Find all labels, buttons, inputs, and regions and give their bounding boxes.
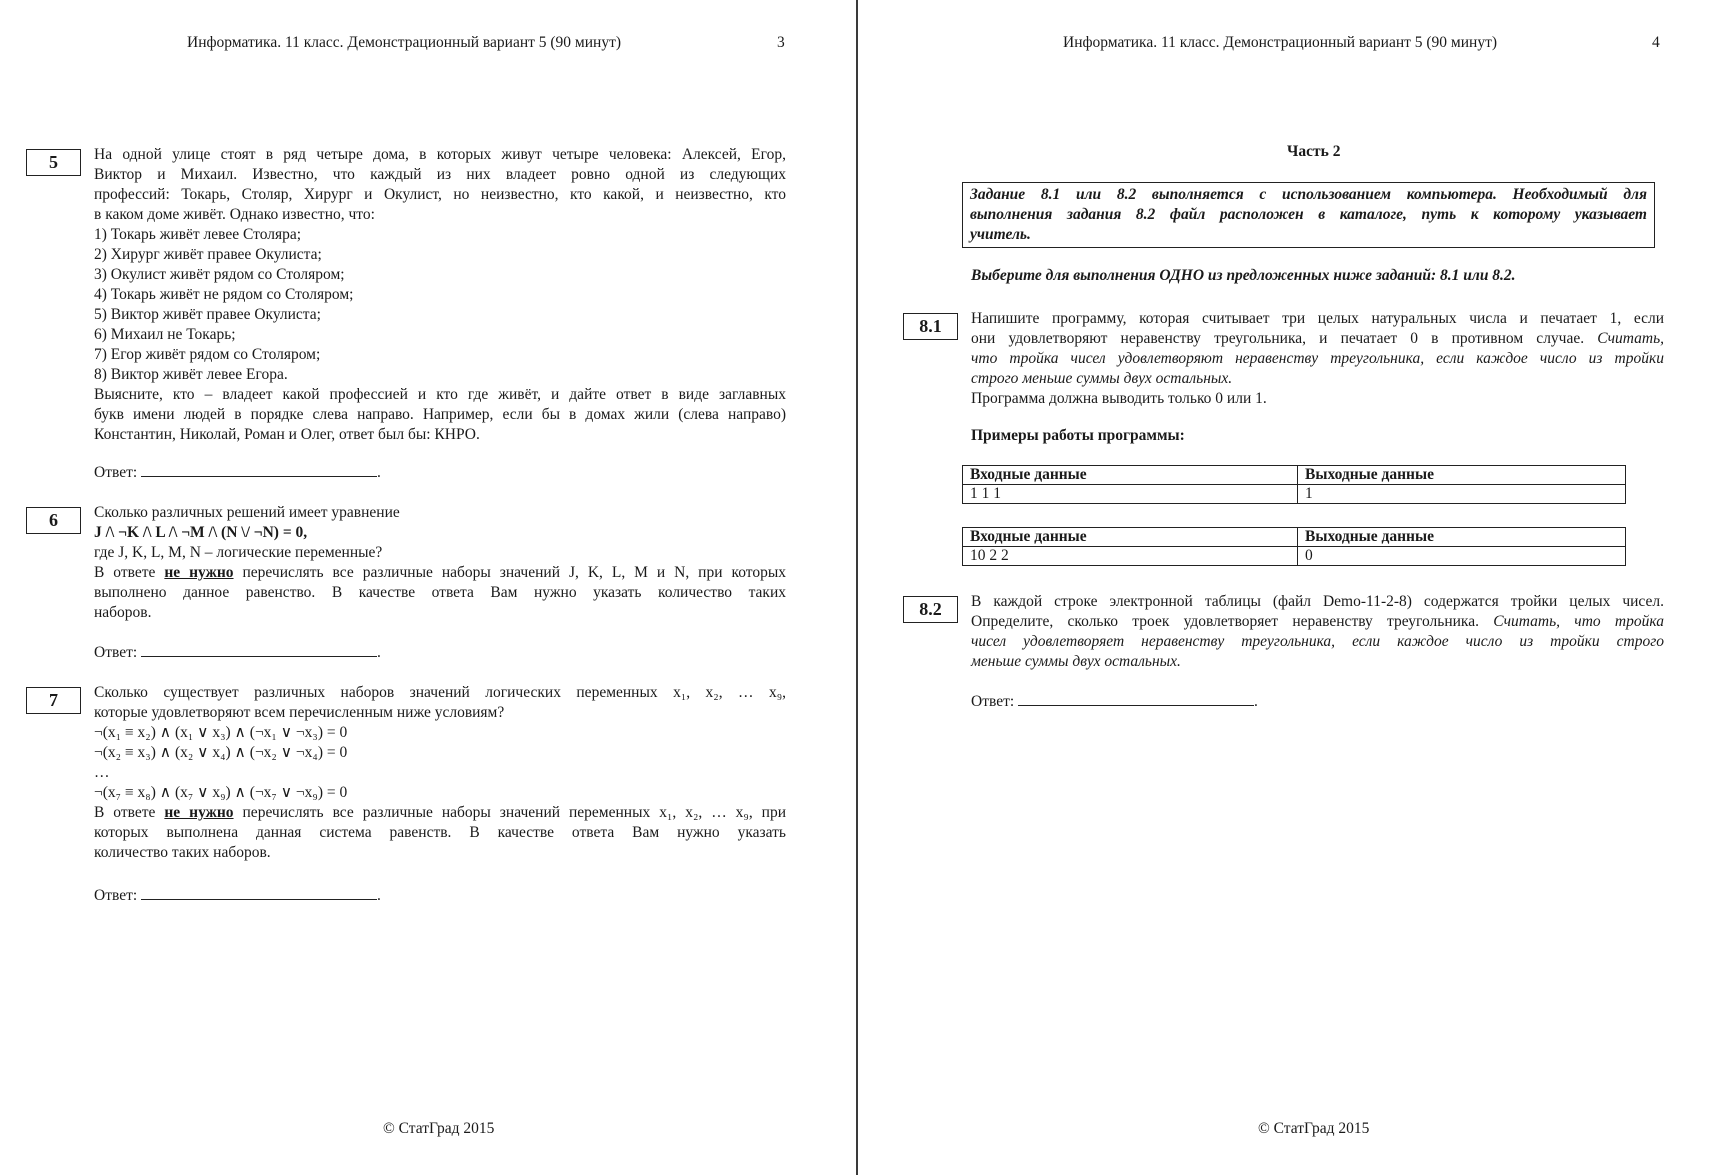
task7-question: Сколько существует различных наборов значений логических переменных x₁, x₂, … x₉, xyxy=(94,684,786,701)
task5-condition: 4) Токарь живёт не рядом со Столяром; xyxy=(94,286,354,303)
note-rest: перечислять все различные наборы значений J, K, L, M и N, при которых xyxy=(242,564,787,581)
task6-equation: J /\ ¬K /\ L /\ ¬M /\ (N \/ ¬N) = 0, xyxy=(94,524,308,541)
task5-outro-line: Выясните, кто – владеет какой профессией и кто где живёт, и дайте ответ в виде заглавных xyxy=(94,386,786,403)
choose-instruction: Выберите для выполнения ОДНО из предложенных ниже заданий: 8.1 или 8.2. xyxy=(971,267,1516,284)
task6-variables: где J, K, L, M, N – логические переменные? xyxy=(94,544,383,561)
task5-condition: 3) Окулист живёт рядом со Столяром; xyxy=(94,266,345,283)
task81-text-italic: Считать, xyxy=(1597,330,1665,347)
table-header-output: Выходные данные xyxy=(1298,528,1626,547)
task5-condition: 6) Михаил не Токарь; xyxy=(94,326,236,343)
note-start: В ответе xyxy=(94,564,156,581)
task82-answer: Ответ: . xyxy=(971,693,1258,710)
task82-text-italic: Считать, что тройка xyxy=(1493,613,1664,630)
task5-text xyxy=(94,145,786,445)
task5-intro-line: На одной улице стоят в ряд четыре дома, в которых живут четыре человека: Алексей, Егор, xyxy=(94,146,786,163)
task5-intro-line: в каком доме живёт. Однако известно, что: xyxy=(94,206,375,223)
example-table-2 xyxy=(962,527,1626,566)
answer-field[interactable] xyxy=(141,642,377,657)
footer-copyright: © СтатГрад 2015 xyxy=(1258,1120,1370,1137)
examples-title: Примеры работы программы: xyxy=(971,427,1185,444)
answer-label: Ответ: xyxy=(94,644,138,661)
task-number-5: 5 xyxy=(26,149,81,176)
task82-text xyxy=(971,592,1664,672)
notice-line: Задание 8.1 или 8.2 выполняется с использованием компьютера. Необходимый для xyxy=(970,186,1647,203)
page-number: 3 xyxy=(777,34,785,51)
table-header-output: Выходные данные xyxy=(1298,466,1626,485)
task6-note-line: выполнено данное равенство. В качестве ответа Вам нужно указать количество таких xyxy=(94,584,786,601)
task82-line xyxy=(971,612,1664,632)
task81-text-normal: они удовлетворяют неравенству треугольника, и печатает 0 в противном случае. xyxy=(971,330,1585,347)
task7-note-line: которых выполнена данная система равенств. В качестве ответа Вам нужно указать xyxy=(94,824,786,841)
page-right xyxy=(859,0,1718,1175)
header-title: Информатика. 11 класс. Демонстрационный вариант 5 (90 минут) xyxy=(187,34,622,51)
task7-ellipsis: … xyxy=(94,764,110,781)
task-number-6: 6 xyxy=(26,507,81,534)
example-input: 1 1 1 xyxy=(963,485,1298,504)
task81-line: строго меньше суммы двух остальных. xyxy=(971,370,1233,387)
example-input: 10 2 2 xyxy=(963,547,1298,566)
task6-note-line: наборов. xyxy=(94,604,152,621)
task5-condition: 5) Виктор живёт правее Окулиста; xyxy=(94,306,321,323)
answer-label: Ответ: xyxy=(94,887,138,904)
page-left xyxy=(0,0,856,1175)
answer-field[interactable] xyxy=(1018,691,1254,706)
task81-line: что тройка чисел удовлетворяют неравенству треугольника, если каждое число из тройки xyxy=(971,350,1664,367)
task6-text xyxy=(94,503,786,623)
example-output: 1 xyxy=(1298,485,1626,504)
task7-question: которые удовлетворяют всем перечисленным ниже условиям? xyxy=(94,704,505,721)
task82-line: В каждой строке электронной таблицы (файл Demo-11-2-8) содержатся тройки целых чисел. xyxy=(971,593,1664,610)
task7-equation: ¬(x₇ ≡ x₈) ∧ (x₇ ∨ x₉) ∧ (¬x₇ ∨ ¬x₉) = 0 xyxy=(94,784,348,801)
task-number-8-2: 8.2 xyxy=(903,596,958,623)
notice-line: выполнения задания 8.2 файл расположен в каталоге, путь к которому указывает xyxy=(970,206,1647,223)
task5-outro-line: Константин, Николай, Роман и Олег, ответ был бы: КНРО. xyxy=(94,426,480,443)
task82-line: чисел удовлетворяет неравенству треугольника, если каждое число из тройки строго xyxy=(971,633,1664,650)
task5-condition: 2) Хирург живёт правее Окулиста; xyxy=(94,246,322,263)
note-start: В ответе xyxy=(94,804,156,821)
answer-field[interactable] xyxy=(141,462,377,477)
task7-equation: ¬(x₂ ≡ x₃) ∧ (x₂ ∨ x₄) ∧ (¬x₂ ∨ ¬x₄) = 0 xyxy=(94,744,348,761)
footer-copyright: © СтатГрад 2015 xyxy=(383,1120,495,1137)
task82-text-normal: Определите, сколько троек удовлетворяет неравенству треугольника. xyxy=(971,613,1479,630)
task7-answer: Ответ: . xyxy=(94,887,381,904)
task81-text xyxy=(971,309,1664,409)
part2-notice xyxy=(962,182,1655,248)
task5-condition: 8) Виктор живёт левее Егора. xyxy=(94,366,288,383)
task5-condition: 1) Токарь живёт левее Столяра; xyxy=(94,226,302,243)
task5-outro-line: букв имени людей в порядке слева направо. Например, если бы в домах жили (слева направо) xyxy=(94,406,786,423)
task7-text xyxy=(94,683,786,863)
task81-line xyxy=(971,329,1664,349)
note-rest: перечислять все различные наборы значений переменных x₁, x₂, … x₉, при xyxy=(242,804,787,821)
table-row xyxy=(963,547,1626,566)
task6-answer: Ответ: . xyxy=(94,644,381,661)
table-row xyxy=(963,485,1626,504)
answer-field[interactable] xyxy=(141,885,377,900)
task81-line: Напишите программу, которая считывает три целых натуральных числа и печатает 1, если xyxy=(971,310,1664,327)
answer-label: Ответ: xyxy=(971,693,1015,710)
task-number-8-1: 8.1 xyxy=(903,313,958,340)
page-divider xyxy=(856,0,858,1175)
example-table-1 xyxy=(962,465,1626,504)
task5-answer: Ответ: . xyxy=(94,464,381,481)
answer-label: Ответ: xyxy=(94,464,138,481)
note-emphasis: не нужно xyxy=(164,804,234,821)
page-number: 4 xyxy=(1652,34,1660,51)
table-header-input: Входные данные xyxy=(963,466,1298,485)
example-output: 0 xyxy=(1298,547,1626,566)
task5-intro-line: профессий: Токарь, Столяр, Хирург и Окулист, но неизвестно, кто какой, и неизвестно, кто xyxy=(94,186,786,203)
notice-line: учитель. xyxy=(970,226,1031,243)
task5-intro-line: Виктор и Михаил. Известно, что каждый из них владеет ровно одной из следующих xyxy=(94,166,786,183)
task-number-7: 7 xyxy=(26,687,81,714)
part2-title: Часть 2 xyxy=(1287,143,1341,160)
table-header-input: Входные данные xyxy=(963,528,1298,547)
task82-line: меньше суммы двух остальных. xyxy=(971,653,1181,670)
task7-note-line xyxy=(94,803,786,823)
task7-equation: ¬(x₁ ≡ x₂) ∧ (x₁ ∨ x₃) ∧ (¬x₁ ∨ ¬x₃) = 0 xyxy=(94,724,348,741)
task81-line: Программа должна выводить только 0 или 1. xyxy=(971,390,1267,407)
task6-question: Сколько различных решений имеет уравнение xyxy=(94,504,400,521)
note-emphasis: не нужно xyxy=(164,564,234,581)
task7-note-line: количество таких наборов. xyxy=(94,844,271,861)
task5-condition: 7) Егор живёт рядом со Столяром; xyxy=(94,346,321,363)
task6-note-line xyxy=(94,563,786,583)
header-title: Информатика. 11 класс. Демонстрационный вариант 5 (90 минут) xyxy=(1063,34,1498,51)
